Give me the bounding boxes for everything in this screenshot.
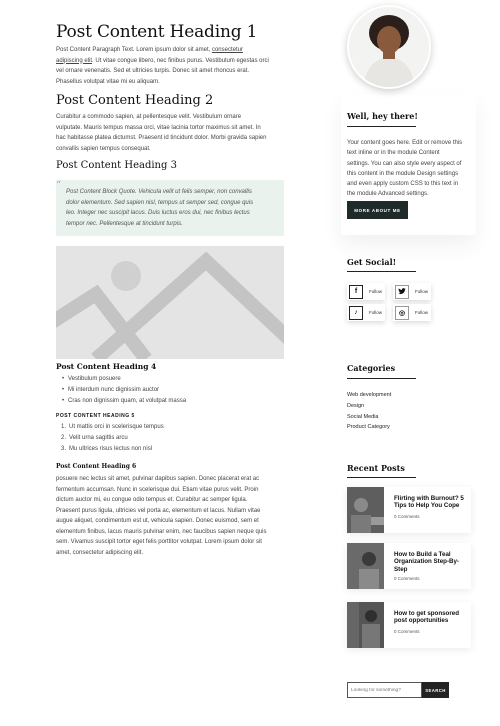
search-form	[347, 682, 451, 698]
avatar	[347, 5, 431, 89]
list-item: 2. Velit urna sagittis arcu	[61, 435, 128, 441]
social-follow-tiktok[interactable]: ♪ Follow	[347, 304, 385, 321]
post-comments-count[interactable]: 0 Comments	[394, 514, 420, 519]
divider	[347, 271, 416, 272]
post-thumbnail	[347, 487, 384, 533]
heading-6: Post Content Heading 6	[56, 463, 137, 470]
quote-icon: “	[56, 180, 62, 191]
category-link[interactable]: Product Category	[347, 424, 390, 431]
heading-2: Post Content Heading 2	[56, 93, 214, 108]
numbered-list	[61, 422, 164, 455]
divider	[347, 126, 416, 127]
heading-5: POST CONTENT HEADING 5	[56, 413, 135, 419]
paragraph-link[interactable]: consectetur	[211, 47, 243, 53]
profile-photo-icon	[349, 7, 429, 87]
bullet-list	[68, 374, 186, 407]
post-title-link[interactable]: How to Build a Teal Organization Step-By- Step	[394, 551, 459, 573]
heading-4: Post Content Heading 4	[56, 362, 157, 371]
recent-post-item[interactable]	[347, 543, 471, 589]
more-about-me-button[interactable]: MORE ABOUT ME	[347, 201, 408, 219]
social-title: Get Social!	[347, 257, 397, 267]
divider	[347, 477, 416, 478]
social-follow-instagram[interactable]: ◎ Follow	[393, 304, 431, 321]
heading-3: Post Content Heading 3	[56, 160, 177, 171]
post-title-link[interactable]: Flirting with Burnout? 5 Tips to Help You Cope	[394, 495, 464, 510]
about-text: Your content goes here. Edit or remove this text inline or in the module Content settings. You can also style every aspect of this content in the module Design settings and even apply custom CSS to this text in the module Advanced settings.	[347, 140, 463, 198]
heading-1: Post Content Heading 1	[56, 22, 258, 42]
recent-posts-title: Recent Posts	[347, 463, 405, 473]
social-follow-twitter[interactable]: Follow	[393, 283, 431, 300]
block-quote	[56, 180, 284, 236]
post-thumbnail	[347, 602, 384, 648]
list-item: 1. Ut mattis orci in scelerisque tempus	[61, 424, 164, 430]
post-comments-count[interactable]: 0 Comments	[394, 629, 420, 634]
divider	[347, 378, 416, 379]
list-item: • Vestibulum posuere	[68, 374, 186, 385]
facebook-icon: f	[349, 285, 363, 299]
post-title-link[interactable]: How to get sponsored post opportunities	[394, 610, 459, 625]
tiktok-icon: ♪	[349, 306, 363, 320]
quote-text: Post Content Block Quote. Vehicula velit ut felis semper, non convallis dolor elementum. Sed sapien nisl, tempus ut semper sed, congue quis leo. Integer nec suscipit lacus. Duis luctus eros dui, nec finibus lectus tempor nec. Pellentesque at tincidunt turpis.	[66, 189, 254, 227]
about-title: Well, hey there!	[347, 111, 418, 121]
search-input[interactable]	[347, 682, 422, 698]
paragraph-2: Curabitur a commodo sapien, at pellentesque velit. Vestibulum ornare vulputate. Mauris tempus massa orci, vitae lacinia tortor maximus sit amet. In hac habitasse platea dictumst. Praesent id tincidunt dolor. Morbi gravida sapien convallis sapien tempus consequat.	[56, 114, 267, 152]
category-link[interactable]: Web development	[347, 392, 392, 398]
paragraph-1: Post Content Paragraph Text. Lorem ipsum dolor sit amet, consectetur adipiscing elit. Ut vitae congue libero, nec finibus purus. Vestibulum egestas orci vel ornare venenatis. Sed et ultricies turpis. Donec sit amet rhoncus erat. Phasellus volutpat vitae mi eu aliquam.	[56, 47, 269, 85]
placeholder-image	[56, 246, 284, 359]
social-follow-facebook[interactable]: f Follow	[347, 283, 385, 300]
list-item: 3. Mu ultrices risus lectus non nisl	[61, 446, 153, 452]
category-link[interactable]: Design	[347, 402, 365, 409]
recent-post-item[interactable]	[347, 602, 471, 648]
instagram-icon: ◎	[395, 306, 409, 320]
search-button[interactable]: SEARCH	[422, 682, 449, 698]
recent-post-item[interactable]	[347, 487, 471, 533]
image-placeholder-icon	[56, 246, 284, 359]
paragraph-link[interactable]: adipiscing elit	[56, 57, 93, 64]
categories-list	[347, 390, 391, 433]
paragraph-6: posuere nec lectus sit amet, pulvinar dapibus sapien. Donec placerat erat ac fermentum accumsan. Nunc in scelerisque dui. Etiam vitae purus velit. Proin dictum auctor mi, eu congue odio tempus et. Curabitur ac semper ligula. Praesent purus ligula, ultricies vel porta ac, elementum et lacus. Nullam vitae augue aliquet, condimentum est ut, vehicula sapien. Donec euismod, sem et elementum finibus, lacus mauris pulvinar enim, nec faucibus sapien neque quis sem. Vivamus suscipit tortor eget felis porttitor volutpat. Lorem ipsum dolor sit amet, consectetur adipiscing elit.	[56, 476, 267, 556]
post-comments-count[interactable]: 0 Comments	[394, 576, 420, 581]
list-item: • Mi interdum nunc dignissim auctor	[68, 385, 186, 396]
categories-title: Categories	[347, 363, 396, 373]
category-link[interactable]: Social Media	[347, 413, 379, 420]
list-item: • Cras non dignissim quam, at volutpat massa	[68, 396, 186, 407]
twitter-icon	[395, 285, 409, 299]
post-thumbnail	[347, 543, 384, 589]
